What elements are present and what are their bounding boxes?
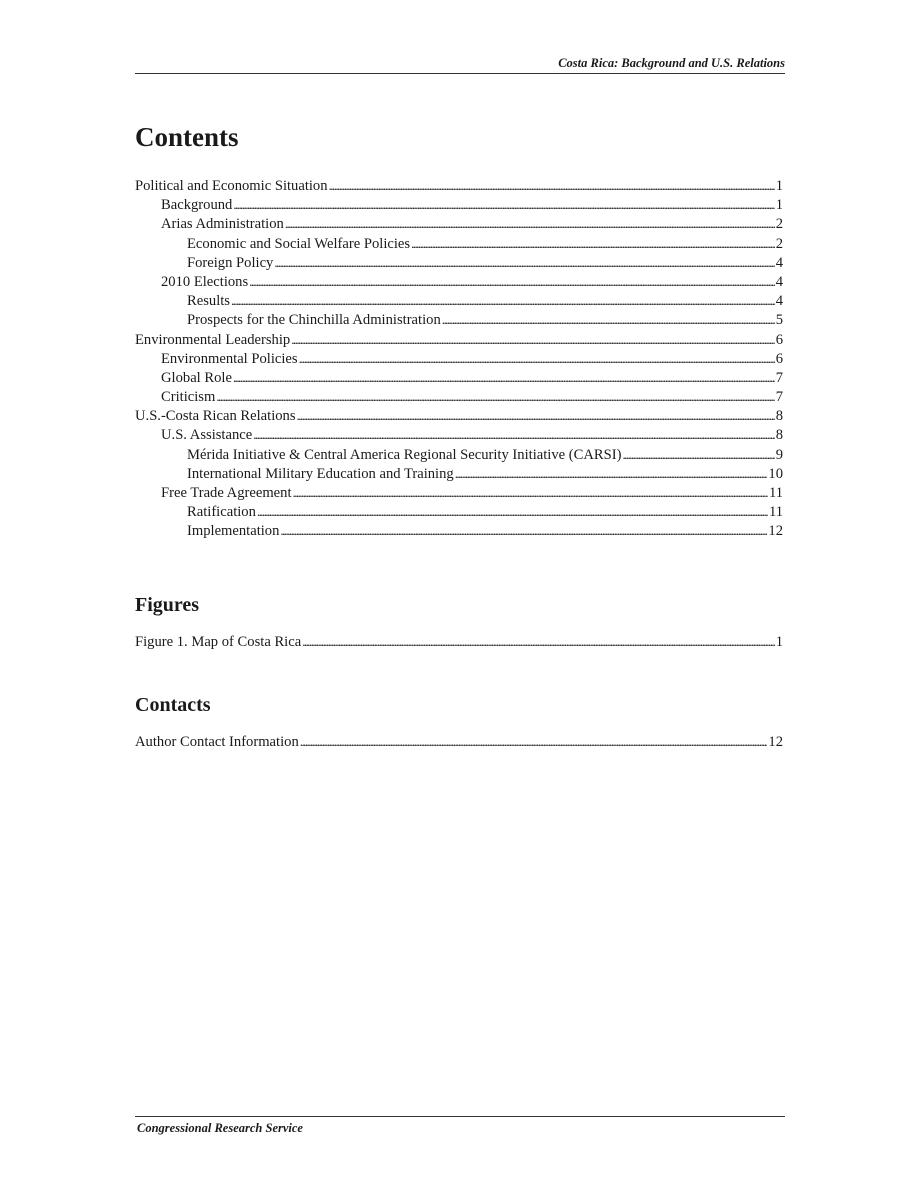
toc-entry-title: U.S. Assistance bbox=[161, 427, 253, 444]
toc-entry-title: Mérida Initiative & Central America Regional Security Initiative (CARSI) bbox=[187, 446, 622, 463]
toc-entry[interactable] bbox=[135, 291, 783, 310]
toc-entry[interactable] bbox=[135, 387, 783, 406]
toc-page-number: 7 bbox=[775, 369, 783, 386]
toc-entry-title: Background bbox=[161, 197, 233, 214]
toc-dot-leader bbox=[300, 732, 768, 752]
toc-entry[interactable] bbox=[135, 330, 783, 349]
toc-entry-title: Environmental Policies bbox=[161, 350, 298, 367]
toc-page-number: 10 bbox=[768, 465, 783, 482]
toc-page-number: 2 bbox=[775, 235, 783, 252]
toc-entry-title: Author Contact Information bbox=[135, 734, 299, 750]
toc-dot-leader bbox=[293, 483, 768, 503]
toc-page-number: 11 bbox=[768, 504, 783, 521]
toc-entry[interactable] bbox=[135, 445, 783, 464]
toc-entry[interactable] bbox=[135, 483, 783, 502]
toc-page-number: 1 bbox=[775, 634, 783, 650]
toc-page-number: 12 bbox=[768, 523, 783, 540]
toc-page-number: 6 bbox=[775, 350, 783, 367]
toc-dot-leader bbox=[253, 425, 774, 445]
toc-entry[interactable] bbox=[135, 195, 783, 214]
toc-entry[interactable] bbox=[135, 253, 783, 272]
toc-dot-leader bbox=[233, 195, 774, 215]
contents-heading: Contents bbox=[135, 122, 239, 152]
toc-page-number: 1 bbox=[775, 197, 783, 214]
page-footer bbox=[135, 1116, 785, 1135]
toc-dot-leader bbox=[302, 632, 775, 652]
toc-entry-title: Environmental Leadership bbox=[135, 331, 291, 348]
toc-dot-leader bbox=[442, 310, 775, 330]
toc-dot-leader bbox=[291, 330, 774, 350]
toc-entry[interactable] bbox=[135, 349, 783, 368]
toc-entry[interactable] bbox=[135, 632, 783, 651]
toc-entry-title: Prospects for the Chinchilla Administration bbox=[187, 312, 441, 329]
toc-dot-leader bbox=[257, 502, 768, 522]
toc-entry-title: 2010 Elections bbox=[161, 273, 249, 290]
contacts-toc-list bbox=[135, 732, 783, 751]
toc-entry-title: Implementation bbox=[187, 523, 280, 540]
toc-entry-title: Arias Administration bbox=[161, 216, 284, 233]
toc-page-number: 8 bbox=[775, 408, 783, 425]
toc-entry-title: Figure 1. Map of Costa Rica bbox=[135, 634, 302, 650]
toc-dot-leader bbox=[274, 253, 774, 273]
toc-dot-leader bbox=[297, 406, 775, 426]
toc-page-number: 11 bbox=[768, 485, 783, 501]
toc-entry-title: Political and Economic Situation bbox=[135, 178, 328, 194]
toc-entry[interactable] bbox=[135, 425, 783, 444]
contacts-heading: Contacts bbox=[135, 694, 211, 716]
toc-page-number: 4 bbox=[775, 293, 783, 310]
toc-page-number: 8 bbox=[775, 427, 783, 444]
toc-entry[interactable] bbox=[135, 272, 783, 291]
toc-entry-title: Foreign Policy bbox=[187, 254, 274, 271]
toc-entry[interactable] bbox=[135, 464, 783, 483]
toc-entry-title: International Military Education and Training bbox=[187, 465, 454, 482]
toc-dot-leader bbox=[249, 272, 775, 292]
toc-entry-title: Results bbox=[187, 293, 230, 310]
toc-page-number: 4 bbox=[775, 254, 783, 271]
toc-page-number: 7 bbox=[775, 389, 783, 406]
toc-dot-leader bbox=[231, 291, 775, 311]
toc-entry[interactable] bbox=[135, 368, 783, 387]
toc-page-number: 2 bbox=[775, 216, 783, 233]
contents-toc-list bbox=[135, 176, 783, 541]
toc-entry[interactable] bbox=[135, 521, 783, 540]
toc-entry-title: Free Trade Agreement bbox=[161, 485, 292, 501]
toc-entry-title: Global Role bbox=[161, 369, 232, 386]
toc-entry-title: U.S.-Costa Rican Relations bbox=[135, 408, 296, 425]
figures-heading: Figures bbox=[135, 594, 200, 616]
footer-organization: Congressional Research Service bbox=[137, 1121, 303, 1135]
toc-entry-title: Criticism bbox=[161, 389, 216, 406]
toc-entry[interactable] bbox=[135, 502, 783, 521]
toc-page-number: 12 bbox=[768, 734, 783, 750]
toc-dot-leader bbox=[299, 349, 775, 369]
toc-entry-title: Ratification bbox=[187, 504, 256, 521]
toc-dot-leader bbox=[233, 368, 775, 388]
toc-entry-title: Economic and Social Welfare Policies bbox=[187, 235, 411, 252]
toc-dot-leader bbox=[329, 176, 775, 196]
toc-dot-leader bbox=[216, 387, 774, 407]
toc-entry[interactable] bbox=[135, 214, 783, 233]
toc-entry[interactable] bbox=[135, 732, 783, 751]
toc-entry[interactable] bbox=[135, 310, 783, 329]
toc-entry[interactable] bbox=[135, 234, 783, 253]
toc-page-number: 9 bbox=[775, 446, 783, 463]
toc-page-number: 6 bbox=[775, 331, 783, 348]
toc-entry[interactable] bbox=[135, 176, 783, 195]
toc-dot-leader bbox=[280, 521, 767, 541]
figures-toc-list bbox=[135, 632, 783, 651]
toc-entry[interactable] bbox=[135, 406, 783, 425]
page-header bbox=[135, 56, 785, 74]
toc-dot-leader bbox=[622, 445, 774, 465]
toc-page-number: 5 bbox=[775, 312, 783, 329]
toc-page-number: 4 bbox=[775, 273, 783, 290]
toc-dot-leader bbox=[411, 234, 775, 254]
toc-dot-leader bbox=[455, 464, 768, 484]
toc-page-number: 1 bbox=[775, 178, 783, 194]
toc-dot-leader bbox=[285, 214, 775, 234]
running-header-title: Costa Rica: Background and U.S. Relations bbox=[558, 56, 785, 70]
